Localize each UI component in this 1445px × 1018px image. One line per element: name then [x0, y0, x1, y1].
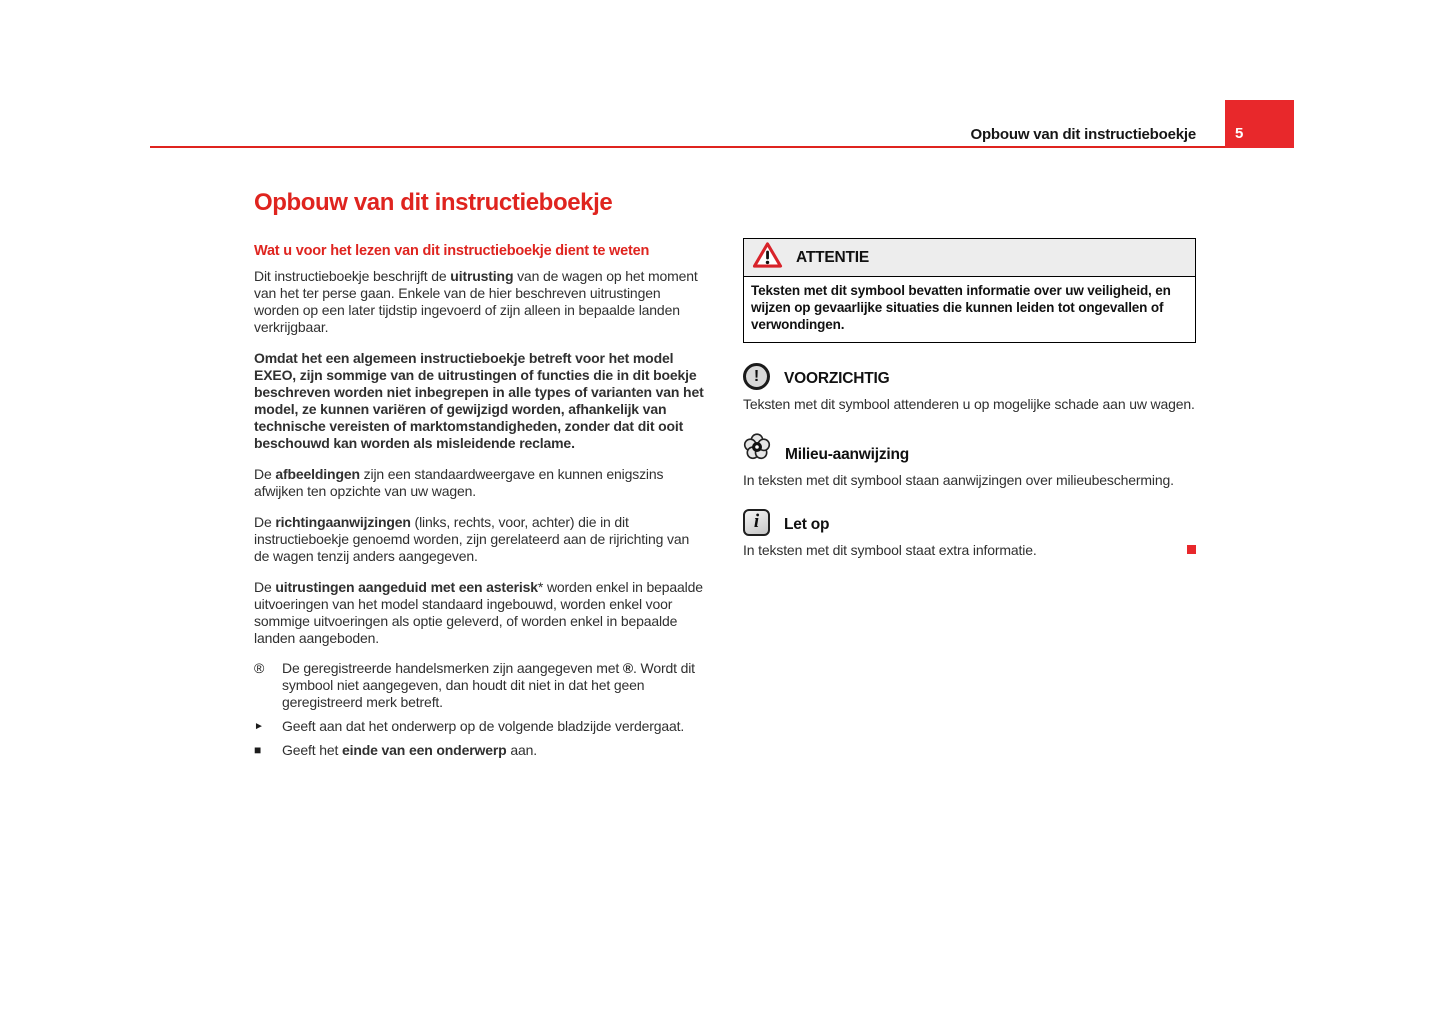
exclamation-glyph: ! [753, 367, 760, 385]
attention-body: Teksten met dit symbool bevatten informatie over uw veiligheid, en wijzen op gevaarlijke situaties die kunnen leiden tot ongevallen of verwondingen. [751, 283, 1171, 332]
caution-header [743, 363, 1196, 390]
paragraph-asterisk [254, 579, 706, 647]
page-number: 5 [1235, 125, 1244, 142]
note-body [743, 542, 1196, 559]
page-number-badge [1225, 100, 1294, 148]
list-item-text [282, 742, 706, 759]
text-run: Dit instructieboekje beschrijft de [254, 268, 451, 284]
list-item-registered [254, 660, 706, 711]
environment-body: In teksten met dit symbool staan aanwijzingen over milieubescherming. [743, 472, 1174, 488]
caution-circle-icon [743, 363, 770, 390]
text-run: aan. [506, 742, 537, 758]
list-item-text [282, 718, 706, 735]
flower-icon [743, 433, 771, 466]
topic-end-square-icon: ■ [254, 743, 262, 757]
registered-trademark-icon: ® [254, 660, 265, 676]
running-header-title: Opbouw van dit instructieboekje [970, 126, 1196, 143]
text-run-bold: uitrusting [450, 268, 514, 284]
info-icon [743, 509, 770, 536]
paragraph-directions [254, 514, 706, 565]
text-run: * worden enkel in bepaalde uitvoeringen van het model standaard ingebouwd, worden enkel voor sommige uitvoeringen als optie geleverd, of worden enkel in bepaalde landen aangeboden. [254, 579, 703, 646]
text-run: . Wordt dit symbool niet aangegeven, dan houdt dit niet in dat het geen geregistreerd merk betreft. [282, 660, 695, 710]
info-glyph: i [753, 510, 760, 532]
text-run-bold: richtingaanwijzingen [275, 514, 411, 530]
caution-section [743, 363, 1196, 413]
list-item-topic-end [254, 742, 706, 759]
list-item-text [282, 660, 706, 711]
text-run-bold: einde van een onderwerp [341, 742, 507, 758]
main-text-column [254, 189, 706, 759]
caution-body: Teksten met dit symbool attenderen u op mogelijke schade aan uw wagen. [743, 396, 1195, 412]
warning-triangle-icon [752, 241, 783, 274]
text-run: De [254, 514, 276, 530]
environment-section [743, 433, 1196, 489]
paragraph-equipment [254, 268, 706, 336]
end-of-topic-marker [1187, 545, 1196, 554]
caution-title: VOORZICHTIG [784, 370, 890, 387]
text-run-bold: ® [622, 660, 634, 676]
page-title: Opbouw van dit instructieboekje [254, 189, 613, 216]
text-run: De [254, 579, 276, 595]
paragraph-illustrations [254, 466, 706, 500]
environment-title: Milieu-aanwijzing [785, 446, 910, 463]
text-run: De [254, 466, 276, 482]
note-header [743, 509, 1196, 536]
text-run: van de wagen op het moment van het ter perse gaan. Enkele van de hier beschreven uitrustingen worden op een later tijdstip ingevoerd of zijn alleen in bepaalde landen verkrijgbaar. [254, 268, 698, 335]
continuation-arrow-icon: ► [254, 721, 264, 732]
list-item-continuation [254, 718, 706, 735]
attention-box-header [744, 239, 1195, 277]
note-title: Let op [784, 516, 830, 533]
note-section [743, 509, 1196, 559]
attention-warning-box [743, 238, 1196, 343]
text-run-bold: uitrustingen aangeduid met een asterisk [275, 579, 538, 595]
text-run: De geregistreerde handelsmerken zijn aangegeven met [282, 660, 623, 676]
text-run: (links, rechts, voor, achter) die in dit instructieboekje genoemd worden, zijn gerelateerd aan de rijrichting van de wagen tenzij anders aangegeven. [254, 514, 690, 564]
symbol-legend-list [254, 660, 706, 759]
paragraph-general-disclaimer [254, 350, 706, 452]
text-run: Geeft aan dat het onderwerp op de volgende bladzijde verdergaat. [282, 718, 685, 734]
text-run-bold: afbeeldingen [275, 466, 360, 482]
environment-header [743, 433, 1196, 466]
text-run-bold: Omdat het een algemeen instructieboekje betreft voor het model EXEO, zijn sommige van de uitrustingen of functies die in dit boekje beschreven worden niet inbegrepen in alle types of varianten van het model, ze kunnen variëren of gewijzigd worden, afhankelijk van technische vereisten of marktomstandigheden, zonder dat dit ooit beschouwd kan worden als misleidende reclame. [254, 350, 704, 451]
text-run: In teksten met dit symbool staat extra informatie. [743, 542, 1037, 558]
text-run: zijn een standaardweergave en kunnen enigszins afwijken ten opzichte van uw wagen. [254, 466, 664, 499]
attention-title: ATTENTIE [796, 248, 870, 266]
text-run: Geeft het [282, 742, 342, 758]
section-subtitle: Wat u voor het lezen van dit instructieboekje dient te weten [254, 243, 650, 259]
header-rule [150, 146, 1294, 148]
notices-column [743, 238, 1196, 559]
